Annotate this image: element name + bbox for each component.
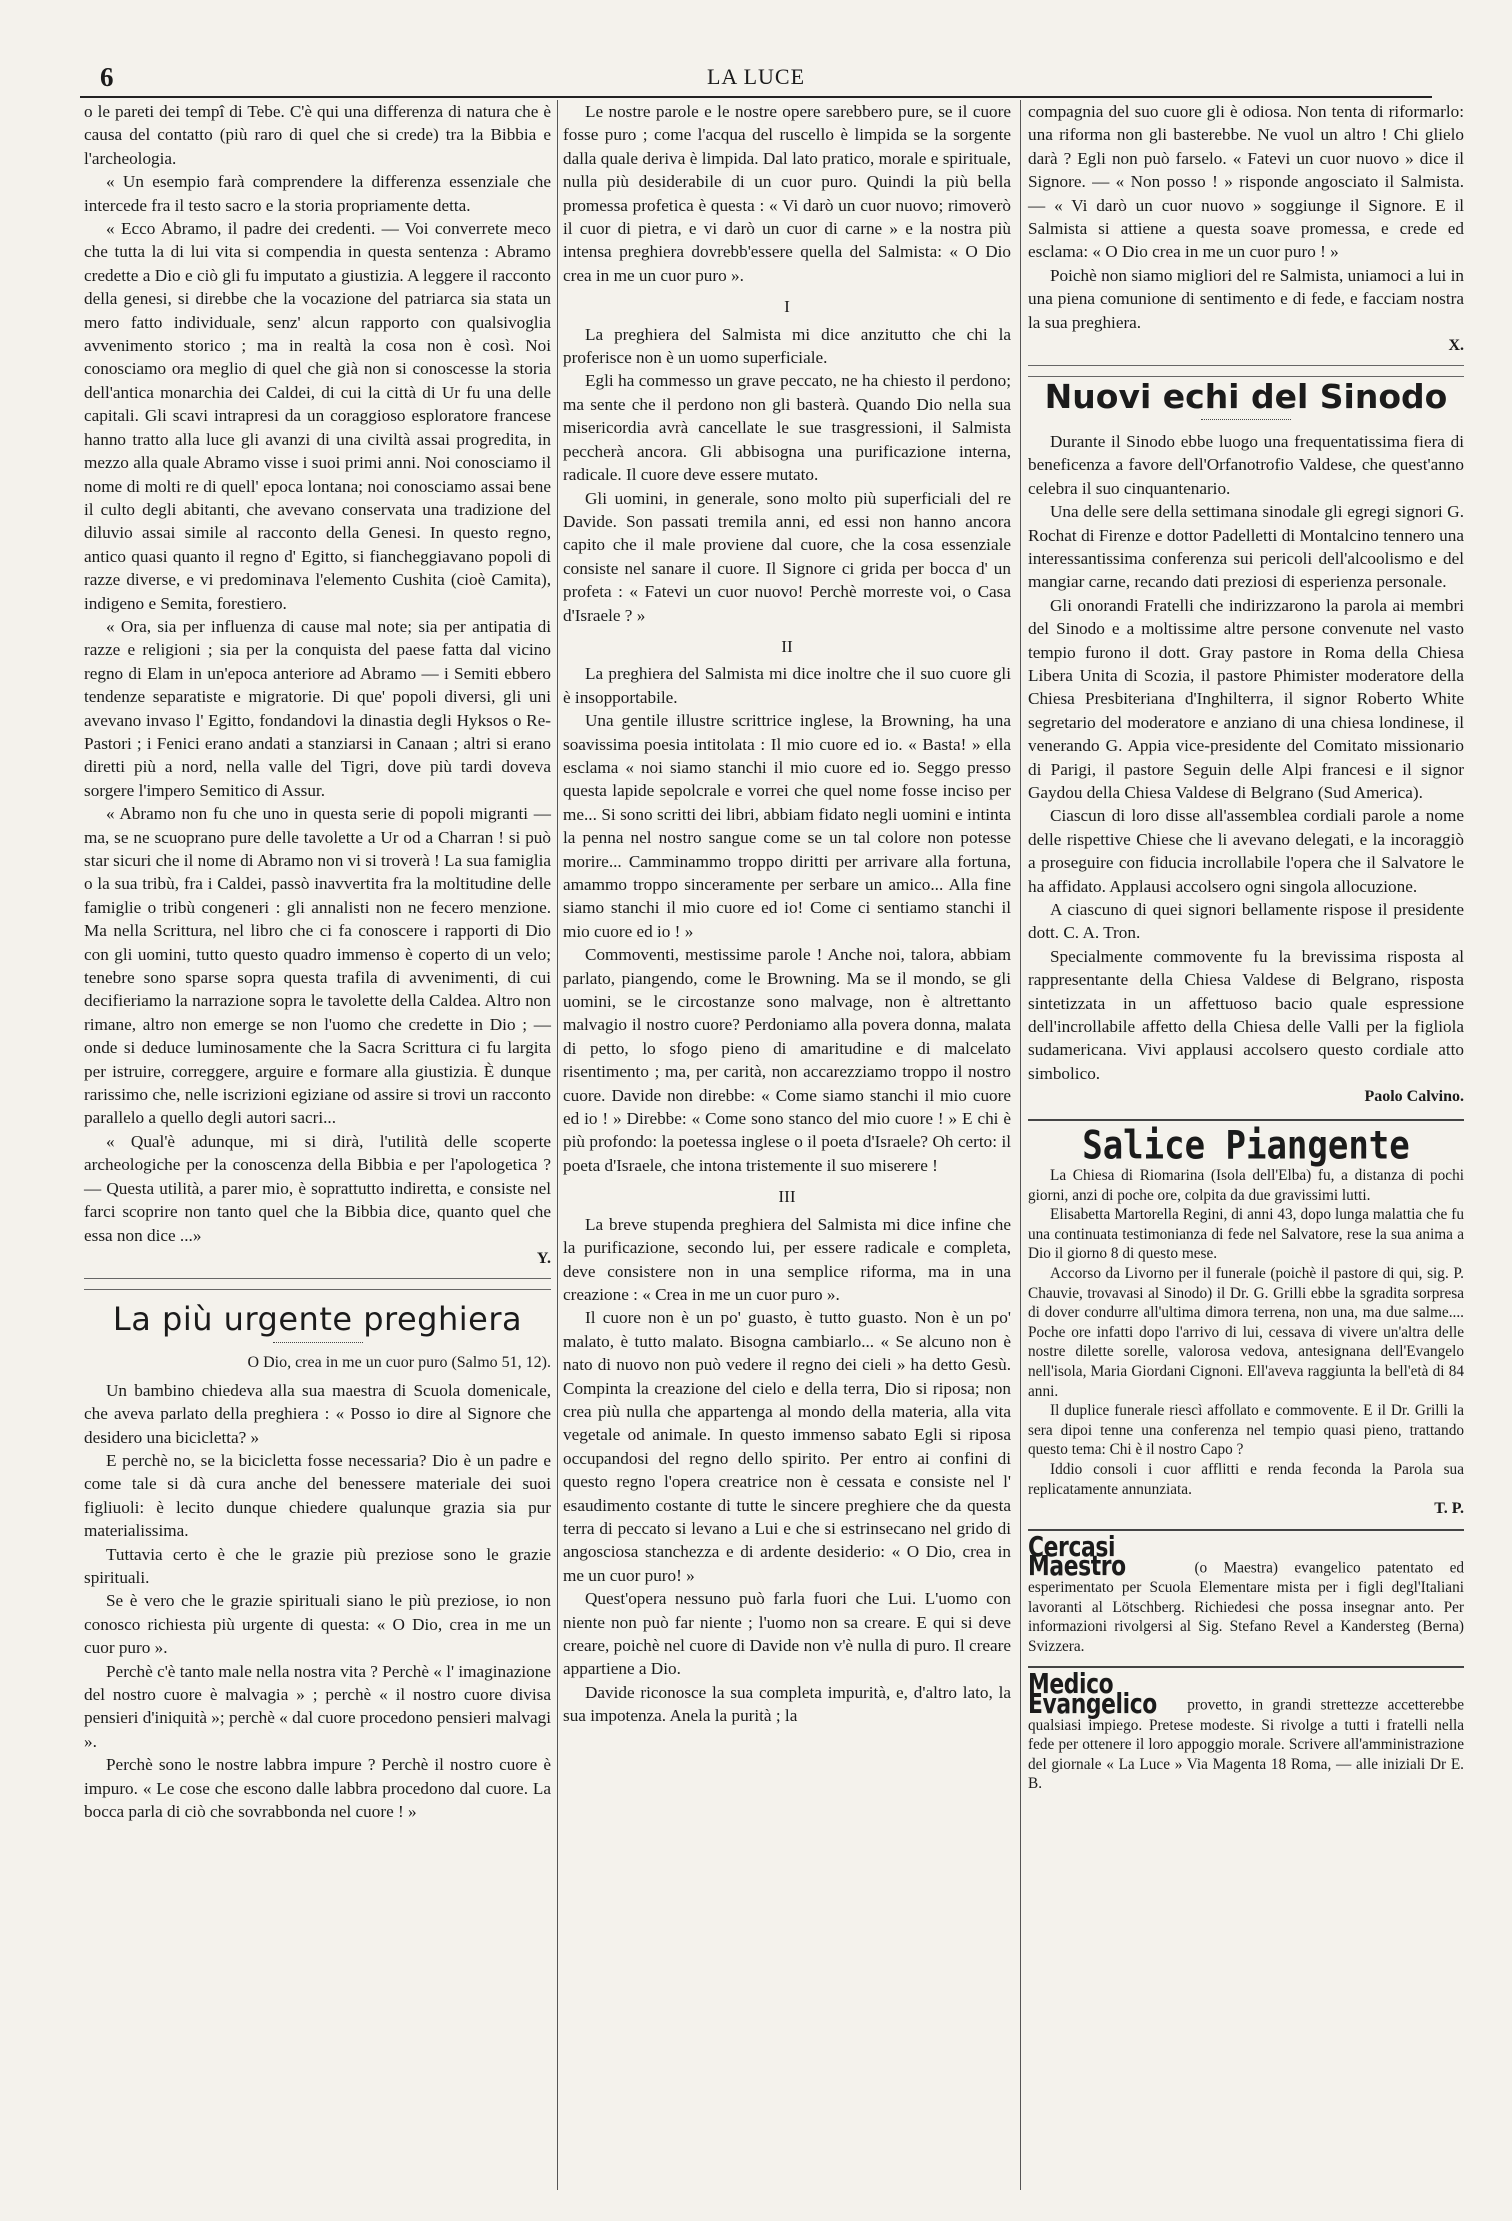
paragraph: Elisabetta Martorella Regini, di anni 43, dopo lunga malattia che fu una continuata testimonianza di fede nel Salvatore, rese la sua anima a Dio il giorno 8 di questo mese. [1028,1206,1464,1263]
paragraph: « Un esempio farà comprendere la differenza essenziale che intercede fra il testo sacro e la storia propriamente detta. [84,172,551,215]
column-2 [563,100,1011,1728]
ad-headline: Cercasi Maestro [1028,1529,1126,1583]
paragraph: « Ora, sia per influenza di cause mal note; sia per antipatia di razze e religioni ; sia per la conquista del paese fatta dal vicino regno di Elam in un'epoca anteriore ad Abramo — i Semiti ebbero tendenze separatiste e migratorie. Di que' popoli diversi, gli uni avevano invaso l' Egitto, fondandovi la dinastia degli Hyksos o Re-Pastori ; i Fenici erano andati a stanziarsi in Canaan ; altri si erano diretti più a nord, nella valle del Tigri, dove più tardi doveva sorgere l'impero Semitico di Assur. [84,616,551,800]
newspaper-title: LA LUCE [706,64,806,89]
paragraph: Davide riconosce la sua completa impurità, e, d'altro lato, la sua impotenza. Anela la purità ; la [563,1682,1011,1726]
ad-headline: Medico Evangelico [1028,1667,1157,1720]
paragraph: La preghiera del Salmista mi dice anzitutto che chi la proferisce non è un uomo superficiale. [563,324,1011,368]
paragraph: Un bambino chiedeva alla sua maestra di Scuola domenicale, che aveva parlato della preghiera : « Posso io dire al Signore che desidero una bicicletta? » [84,1380,551,1447]
paragraph: Egli ha commesso un grave peccato, ne ha chiesto il perdono; ma sente che il perdono non gli basterà. Quando Dio nella sua misericordia avrà cancellate le sue trasgressioni, il Salmista peccherà ancora. Gli abbisogna una purificazione interna, radicale. Il cuore deve essere mutato. [563,371,1011,485]
ad-text: provetto, in grandi strettezze accetterebbe qualsiasi impiego. Pretese modeste. Si rivolge a tutti i fratelli nella fede per ottenere il loro appoggio morale. Scrivere all'amministrazione del giornale « La Luce » Via Magenta 18 Roma, — alle iniziali Dr E. B. [1028,1696,1464,1793]
paragraph: Specialmente commovente fu la brevissima risposta al rappresentante della Chiesa Valdese di Belgrano, risposta sintetizzata in un affettuoso bacio quale espressione dell'incrollabile affetto della Chiesa delle Valli per la figliola sudamericana. Vivi applausi accolsero questo cordiale atto simbolico. [1028,946,1464,1083]
paragraph: Perchè c'è tanto male nella nostra vita ? Perchè « l' imaginazione del nostro cuore è malvagia » ; perchè « il nostro cuore divisa pensieri d'iniquità »; perchè « dal cuore procedono pensieri malvagi ». [84,1661,551,1751]
signature: T. P. [1434,1500,1464,1518]
paragraph: « Abramo non fu che uno in questa serie di popoli migranti — ma, se ne scuoprano pure delle tavolette a Ur od a Charran ! si può star sicuri che il nome di Abramo non vi si troverà ! La sua famiglia o la sua tribù, fra i Caldei, passò inavvertita fra la moltitudine delle famiglie o tribù congeneri : gli annalisti non ne fecero menzione. Ma nella Scrittura, nel libro che ci fa conoscere i rapporti di Dio con gli uomini, tutto questo quadro immenso è coperto di un velo; tenebre sono sparse sopra questa trafila di avvenimenti, di cui decifieriamo la narrazione sopra le tavolette della Caldea. Altro non rimane, altro non emerge se non l'uomo che credette in Dio ; — onde si deduce luminosamente che la Sacra Scrittura ci fu largita per istruire, correggere, arguire e formare alla giustizia. È dunque rarissimo che, nelle iscrizioni egiziane od assire si trovi un racconto parallelo a quello degli autori sacri... [84,804,551,1128]
section-divider [84,1278,551,1290]
obituary-body [1028,1166,1464,1519]
paragraph: Poichè non siamo migliori del re Salmista, uniamoci a lui in una piena comunione di sentimento e di fede, e facciam nostra la sua preghiera. [1028,265,1464,332]
article-title: Nuovi echi del Sinodo [1044,377,1448,417]
section-number: III [778,1187,796,1207]
column-divider [1020,100,1021,2190]
page-number: 6 [100,62,114,92]
paragraph: Quest'opera nessuno può farla fuori che Lui. L'uomo con niente non può far niente ; l'uomo non sa creare. E qui si deve creare, poichè nel cuore di Davide non v'è nulla di puro. Il creare appartiene a Dio. [563,1589,1011,1679]
article-title: La più urgente preghiera [112,1300,523,1339]
paragraph: Gli onorandi Fratelli che indirizzarono la parola ai membri del Sinodo e a moltissime altre persone convenute nel vasto tempio furono il dott. Gray pastore in Roma della Chiesa Libera Unita di Scozia, il pastore Phimister moderatore della Chiesa Presbiteriana d'Inghilterra, il signor Roberto White segretario del moderatore e anziano di una chiesa londinese, il venerando G. Appia vice-presidente del Comitato missionario di Parigi, il pastore Seguin delle Alpi francesi e il signor Gaydou della Chiesa Valdese di Belgrano (Sud America). [1028,595,1464,802]
column-divider [557,100,558,2190]
paragraph: « Qual'è adunque, mi si dirà, l'utilità delle scoperte archeologiche per la conoscenza della Bibbia e per l'apologetica ? — Questa utilità, a parer mio, è soprattutto indiretta, e consiste nel farci scoprire non tanto quel che la Bibbia dice, quanto quel che essa non dice ...» [84,1131,551,1245]
signature: Paolo Calvino. [1364,1088,1464,1106]
paragraph: E perchè no, se la bicicletta fosse necessaria? Dio è un padre e come tale si dà cura anche del benessere materiale dei suoi figliuoli: è lecito dunque chiedere qualunque grazia sia pur materialissima. [84,1450,551,1541]
paragraph: Il cuore non è un po' guasto, è tutto guasto. Non è un po' malato, è tutto malato. Bisogna cambiarlo... « Se alcuno non è nato di nuovo non può vedere il regno dei cieli » ha detto Gesù. Compinta la creazione del cielo e della terra, Dio si riposa; non crea più nulla che appartenga al mondo della materia, alla vita vegetale od animale. In questo immenso sabato Egli si riposa occupandosi del regno dello spirito. Per entro ai confini di questo regno l'opera creatrice non è cessata e consiste nel l' esaudimento costante di tutte le sincere preghiere che da questa terra di peccato si levano a Lui e che si estrinsecano nel grido di angosciosa stanchezza e di ardente desiderio: « O Dio, crea in me un cuor puro! » [563,1308,1011,1585]
paragraph: Se è vero che le grazie spirituali siano le più preziose, io non conosco richiesta più urgente di questa: « O Dio, crea in me un cuor puro ». [84,1591,551,1658]
paragraph: A ciascuno di quei signori bellamente rispose il presidente dott. C. A. Tron. [1028,900,1464,943]
section-divider [1028,1119,1464,1121]
paragraph: Iddio consoli i cuor afflitti e renda feconda la Parola sua replicatamente annunziata. [1028,1460,1464,1498]
paragraph: La Chiesa di Riomarina (Isola dell'Elba) fu, a distanza di pochi giorni, anzi di poche ore, colpita da due gravissimi lutti. [1028,1167,1464,1204]
section-number: II [781,636,793,656]
article-title: Salice Piangente [1082,1122,1410,1169]
classified-ad [1028,1529,1465,1657]
paragraph: Commoventi, mestissime parole ! Anche noi, talora, abbiam parlato, piangendo, come le Browning. Ma se il mondo, se gli uomini, se le circostanze sono malvage, non è altrettanto malvagio il nostro cuore? Perdoniamo alla povera donna, malata di petto, lo sfogo pieno di amaritudine e di malcelato risentimento ; ma, per carità, non accarezziamo troppo il nostro cuore. Davide non direbbe: « Come siamo stanchi il mio cuore ed io ! » Direbbe: « Come sono stanco del mio cuore ! » E chi è più profondo: la poetessa inglese o il poeta d'Israele? Oh certo: il poeta d'Israele, che intona tristemente il suo miserere ! [563,945,1011,1175]
paragraph: Tuttavia certo è che le grazie più preziose sono le grazie spirituali. [84,1544,551,1587]
paragraph: compagnia del suo cuore gli è odiosa. Non tenta di riformarlo: una riforma non gli basterebbe. Ne vuol un altro ! Chi glielo darà ? Egli non può farselo. « Fatevi un cuor nuovo » dice il Signore. — « Non posso ! » risponde angosciato il Salmista. — « Vi darò un cuor nuovo » soggiunge il Signore. E il Salmista si attiene a questa soave promessa, e crede ed esclama: « O Dio crea in me un cuor puro ! » [1028,102,1464,262]
signature: X. [1448,337,1464,355]
epigraph: O Dio, crea in me un cuor puro (Salmo 51, 12). [247,1353,551,1371]
paragraph: « Ecco Abramo, il padre dei credenti. — Voi converrete meco che tutta la di lui vita si compendia in questa sentenza : Abramo credette a Dio e ciò gli fu imputato a giustizia. A leggere il racconto della genesi, si direbbe che la vocazione del patriarca sia stata un mero fatto individuale, senz' alcun rapporto con qualsivoglia avvenimento storico ; ma in realtà la cosa non è così. Noi conosciamo ora meglio di quel che già non si conoscesse la storia dell'antica monarchia dei Caldei, di cui la città di Ur fu una delle capitali. Gli scavi intrapresi da un coraggioso esploratore francese hanno tratto alla luce gli avanzi di una civiltà assai progredita, in mezzo alla quale Abramo visse i suoi primi anni. Noi conosciamo il nome di molti re di quell' epoca lontana; noi conosciamo assai bene il culto degli abitanti, che avevano conservata una tradizione del diluvio assai simile al racconto della Genesi. In questo regno, antico quasi quanto il regno d' Egitto, si fiancheggiavano popoli di razze diverse, e vi predominava l'elemento Cushita (cioè Camita), indigeno e Semita, forestiero. [84,219,551,613]
paragraph: Una gentile illustre scrittrice inglese, la Browning, ha una soavissima poesia intitolata : Il mio cuore ed io. « Basta! » ella esclama « noi siamo stanchi il mio cuore ed io. Seggo presso questa lapide sepolcrale e vorrei che quel nome fosse inciso per me... Si sono scritti dei libri, abbiam fidato negli uomini e intinta la penna nel nostro sangue come se un tal colore non potesse morire... Camminammo troppo diritti per arrivare alla fortuna, amammo troppo sinceramente per serbare un amico... Alla fine siamo stanchi il mio cuore ed io! Come ci sentiamo stanchi il mio cuore ed io ! » [563,711,1011,941]
paragraph: Ciascun di loro disse all'assemblea cordiali parole a nome delle rispettive Chiese che li avevano delegati, e la incoraggiò a proseguire con fiducia incrollabile l'opera che il Salvatore le ha affidato. Applausi accolsero ogni singola allocuzione. [1028,806,1464,896]
paragraph: Il duplice funerale riescì affollato e commovente. E il Dr. Grilli la sera dipoi tenne una conferenza nel tempio quasi pieno, trattando questo tema: Chi è il nostro Capo ? [1028,1402,1464,1459]
paragraph: La preghiera del Salmista mi dice inoltre che il suo cuore gli è insopportabile. [563,664,1011,707]
signature: Y. [536,1249,551,1267]
ad-text: (o Maestra) evangelico patentato ed esperimentato per Scuola Elementare mista per i figli degl'Italiani lavoranti al Lötschberg. Richiedesi che possa insegnar anto. Per informazioni rivolgersi al Sig. Stefano Revel a Kandersteg (Berna) Svizzera. [1028,1559,1465,1655]
paragraph: o le pareti dei tempî di Tebe. C'è qui una differenza di natura che è causa del contatto (più raro di quel che si crede) tra la Bibbia e l'archeologia. [84,102,551,168]
paragraph: Accorso da Livorno per il funerale (poichè il pastore di qui, sig. P. Chauvie, trovavasi al Sinodo) il Dr. G. Grilli ebbe la sgradita sorpresa di dover condurre all'ultima dimora terrena, non una, ma due salme.... Poche ore infatti dopo l'arrivo di lui, cessava di vivere un'altra delle nostre dilette sorelle, valorosa vedova, antesignana dell'Evangelo nell'isola, Maria Giordani Cignoni. Ell'aveva raggiunta la bell'età di 84 anni. [1028,1265,1464,1400]
paragraph: Una delle sere della settimana sinodale gli egregi signori G. Rochat di Firenze e dottor Padelletti di Montalcino tennero una interessantissima conferenza sui pericoli dell'alcoolismo e del mangiar carne, recando dati preziosi di esperienza personale. [1028,502,1464,592]
paragraph: Le nostre parole e le nostre opere sarebbero pure, se il cuore fosse puro ; come l'acqua del ruscello è limpida se la sorgente dalla quale deriva è limpida. Dal lato pratico, morale e spirituale, nulla più desiderabile di un cuor puro. Quindi la più bella promessa profetica è questa : « Vi darò un cuor nuovo; rimoverò il cuor di pietra, e vi darò un cuor di carne » e la nostra più intensa preghiera dovrebb'essere quella del Salmista: « O Dio crea in me un cuor puro ». [563,102,1011,285]
section-number: I [784,297,790,317]
column-3 [1028,100,1464,1794]
paragraph: Perchè sono le nostre labbra impure ? Perchè il nostro cuore è impuro. « Le cose che escono dalle labbra procedono dal cuore. La bocca parla di ciò che sovrabbonda nel cuore ! » [84,1755,551,1822]
section-divider [1028,365,1464,377]
column-1 [84,100,551,1823]
page-header [80,60,1432,98]
classified-ad [1028,1667,1464,1794]
paragraph: Durante il Sinodo ebbe luogo una frequentatissima fiera di beneficenza a favore dell'Orfanotrofio Valdese, che quest'anno celebra il suo cinquantenario. [1028,431,1464,498]
paragraph: La breve stupenda preghiera del Salmista mi dice infine che la purificazione, secondo lui, per essere radicale e completa, deve consistere non in una semplice riforma, ma in una creazione : « Crea in me un cuor puro ». [563,1214,1011,1304]
paragraph: Gli uomini, in generale, sono molto più superficiali del re Davide. Son passati tremila anni, ed essi non hanno ancora capito che il male proviene dal cuore, che la cosa essenziale consiste nel sanare il cuore. Il Signore ci grida per bocca d' un profeta : « Fatevi un cuor nuovo! Perchè morreste voi, o Casa d'Israele ? » [563,488,1011,625]
